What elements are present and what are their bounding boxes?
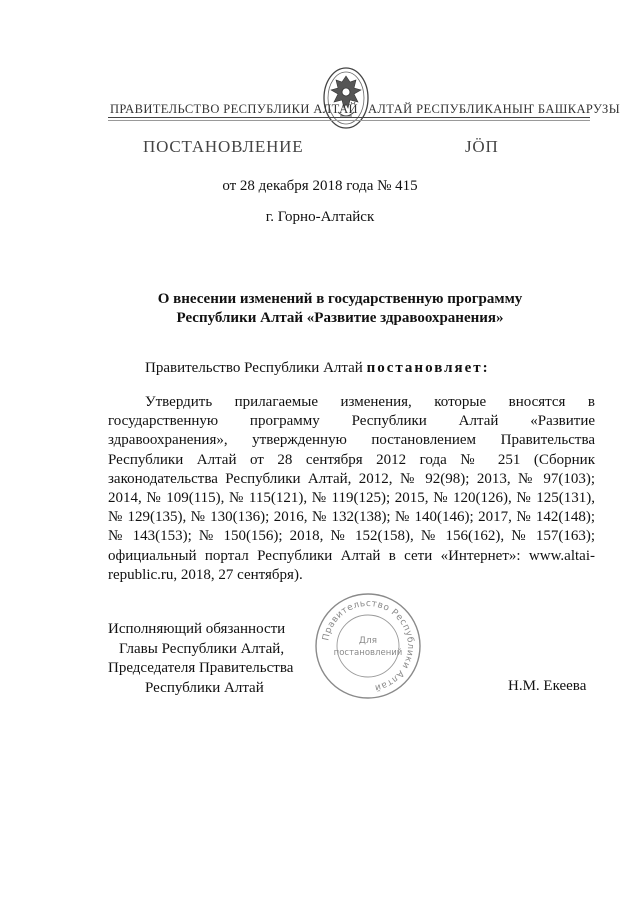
body-paragraph: Утвердить прилагаемые изменения, которые вносятся в государственную программу Республики Алтай «Развитие здравоохранения», утвержденную постановлением Правительства Республики Алтай от 28 сентября 2012 года № 251 (Сборник законодательства Республики Алтай, 2012, № 92(98); 2013, № 97(103); 2014, № 109(115), № 115(121), № 119(125); 2015, № 120(126), № 125(131), № 129(135), № 130(136); 2016, № 132(138); № 140(146); 2017, № 142(148); № 143(153); № 150(156); 2018, № 152(158), № 156(162), № 157(163); официальный портал Республики Алтай в сети «Интернет»: www.altai-republic.ru, 2018, 27 сентября). xyxy=(108,394,595,583)
intro-text: Правительство Республики Алтай xyxy=(145,360,363,376)
document-date: от 28 декабря 2018 года № 415 xyxy=(222,178,418,194)
intro-line xyxy=(145,360,490,377)
stamp-center-line-2: постановлений xyxy=(333,648,403,658)
signature-line-2: Главы Республики Алтай, xyxy=(119,640,285,657)
signature-block xyxy=(108,620,293,698)
signature-line-1: Исполняющий обязанности xyxy=(108,621,286,637)
document-city: г. Горно-Алтайск xyxy=(265,209,375,225)
signer-name: Н.М. Екеева xyxy=(508,678,587,694)
coat-of-arms-emblem xyxy=(318,62,374,134)
intro-verb: постановляет: xyxy=(366,360,490,376)
title-line-2: Республики Алтай «Развитие здравоохранения» xyxy=(176,310,504,326)
official-stamp xyxy=(312,590,424,702)
header-divider-secondary xyxy=(108,120,590,121)
header-divider xyxy=(108,117,590,118)
stamp-center-line-1: Для xyxy=(358,636,378,646)
doctype-right: ЈӦП xyxy=(465,137,499,156)
document-title xyxy=(120,290,560,328)
header-right-title: АЛТАЙ РЕСПУБЛИКАНЫҤ БАШКАРУЗЫ xyxy=(368,102,621,116)
signature-line-3: Председателя Правительства xyxy=(108,660,294,676)
header-left-title: ПРАВИТЕЛЬСТВО РЕСПУБЛИКИ АЛТАЙ xyxy=(110,102,358,116)
doctype-left: ПОСТАНОВЛЕНИЕ xyxy=(143,137,304,156)
signature-line-4: Республики Алтай xyxy=(145,679,264,696)
stamp-ring-text: Правительство Республики Алтай xyxy=(321,598,416,693)
title-line-1: О внесении изменений в государственную программу xyxy=(157,291,523,307)
